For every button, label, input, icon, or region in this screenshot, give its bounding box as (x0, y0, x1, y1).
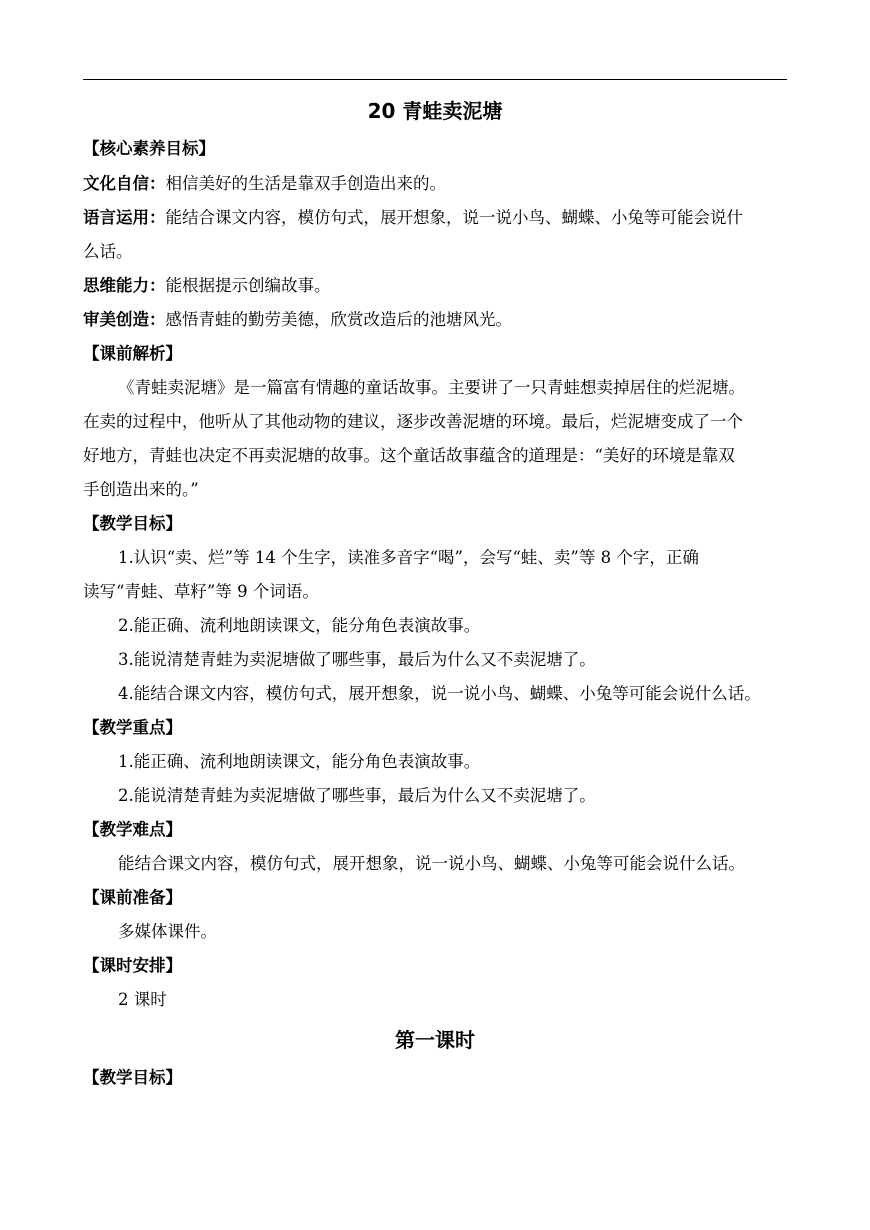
key-point-line: 2.能说清楚青蛙为卖泥塘做了哪些事，最后为什么又不卖泥塘了。 (118, 786, 596, 805)
core-item-text: 能根据提示创编故事。 (165, 276, 331, 295)
analysis-line: 好地方，青蛙也决定不再卖泥塘的故事。这个童话故事蕴含的道理是：“美好的环境是靠双 (83, 446, 735, 465)
core-item-label: 审美创造： (83, 310, 166, 329)
analysis-line: 《青蛙卖泥塘》是一篇富有情趣的童话故事。主要讲了一只青蛙想卖掉居住的烂泥塘。 (118, 378, 745, 397)
core-item-label: 语言运用： (83, 208, 166, 227)
top-rule (83, 79, 787, 80)
analysis-line: 在卖的过程中，他听从了其他动物的建议，逐步改善泥塘的环境。最后，烂泥塘变成了一个 (83, 412, 743, 431)
core-item-culture (83, 173, 803, 195)
lesson-title: 第一课时 (395, 1028, 475, 1052)
key-point-line: 1.能正确、流利地朗读课文，能分角色表演故事。 (118, 752, 481, 771)
core-item-label: 文化自信： (83, 174, 166, 193)
core-item-aesthetic (83, 309, 803, 331)
core-item-text: 能结合课文内容，模仿句式，展开想象，说一说小鸟、蝴蝶、小兔等可能会说什 (165, 208, 743, 227)
section-heading-goals: 【教学目标】 (83, 514, 182, 533)
section-heading-difficulty: 【教学难点】 (83, 820, 182, 839)
section-heading-analysis: 【课前解析】 (83, 344, 182, 363)
section-heading-core: 【核心素养目标】 (83, 139, 215, 158)
section-heading-prep: 【课前准备】 (83, 888, 182, 907)
core-item-thinking (83, 275, 803, 297)
core-item-text: 感悟青蛙的勤劳美德，欣赏改造后的池塘风光。 (165, 310, 512, 329)
section-heading-lesson-goals: 【教学目标】 (83, 1068, 182, 1087)
analysis-line: 手创造出来的。” (83, 480, 199, 499)
core-item-label: 思维能力： (83, 276, 166, 295)
goal-line: 2.能正确、流利地朗读课文，能分角色表演故事。 (118, 616, 481, 635)
core-item-language (83, 207, 803, 229)
goal-line: 1.认识“卖、烂”等 14 个生字，读准多音字“喝”，会写“蛙、卖”等 8 个字，正确 (118, 548, 699, 567)
document-title: 20 青蛙卖泥塘 (367, 99, 503, 123)
goal-line: 3.能说清楚青蛙为卖泥塘做了哪些事，最后为什么又不卖泥塘了。 (118, 650, 596, 669)
goal-line: 4.能结合课文内容，模仿句式，展开想象，说一说小鸟、蝴蝶、小兔等可能会说什么话。 (118, 684, 761, 703)
section-heading-schedule: 【课时安排】 (83, 956, 182, 975)
difficulty-line: 能结合课文内容，模仿句式，展开想象，说一说小鸟、蝴蝶、小兔等可能会说什么话。 (118, 854, 745, 873)
prep-line: 多媒体课件。 (118, 922, 217, 941)
schedule-line: 2 课时 (118, 990, 167, 1009)
core-item-language-cont: 么话。 (83, 242, 133, 261)
section-heading-key-points: 【教学重点】 (83, 718, 182, 737)
core-item-text: 相信美好的生活是靠双手创造出来的。 (165, 174, 446, 193)
goal-line: 读写“青蛙、草籽”等 9 个词语。 (83, 582, 319, 601)
